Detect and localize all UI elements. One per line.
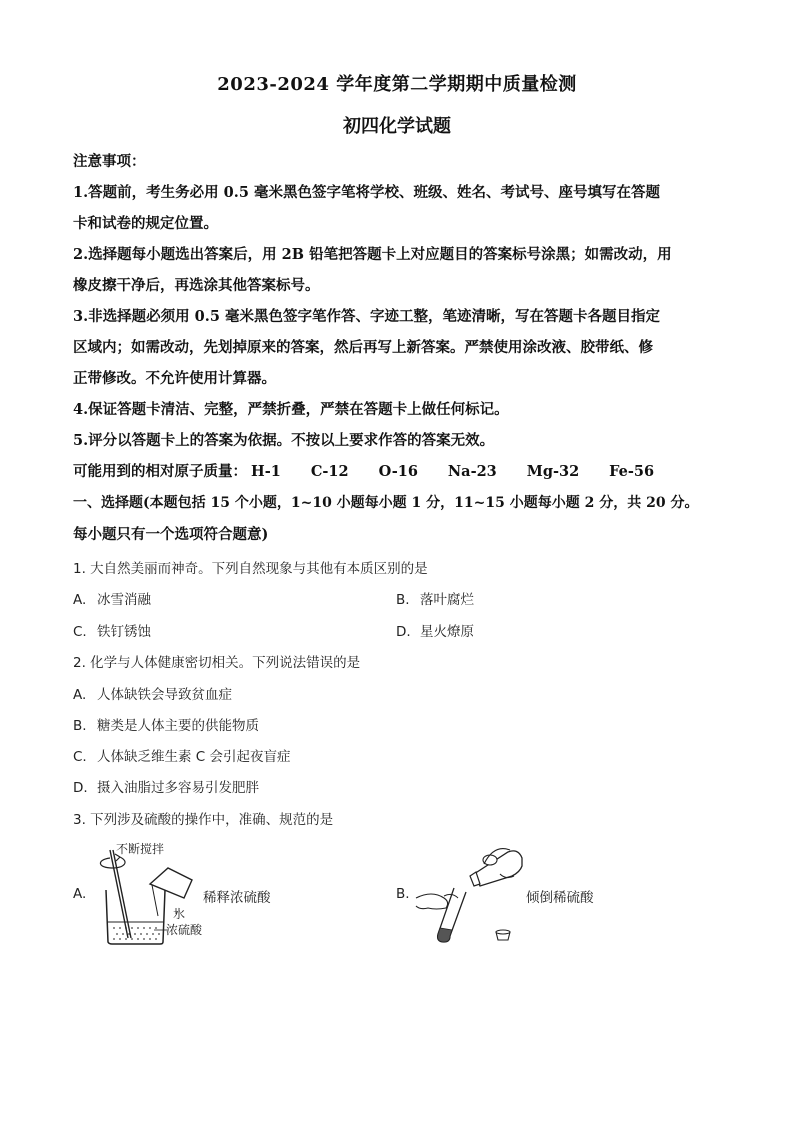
notice-item-2 bbox=[73, 239, 723, 301]
atomic-mass-c: C-12 bbox=[310, 463, 349, 480]
question-3-option-a-text: 稀释浓硫酸 bbox=[203, 890, 271, 906]
option-text: 糖类是人体主要的供能物质 bbox=[97, 718, 259, 734]
option-text: 人体缺乏维生素 C 会引起夜盲症 bbox=[97, 749, 291, 765]
section-1-line-2: 每小题只有一个选项符合题意) bbox=[73, 526, 269, 543]
label-keep-stirring: 不断搅拌 bbox=[116, 842, 165, 856]
option-letter: C. bbox=[73, 749, 87, 765]
option-text: 人体缺铁会导致贫血症 bbox=[97, 687, 232, 703]
option-letter: D. bbox=[396, 624, 411, 640]
option-letter: B. bbox=[73, 718, 87, 734]
notice-item-2-line-2: 橡皮擦干净后，再选涂其他答案标号。 bbox=[73, 277, 320, 294]
option-text: 落叶腐烂 bbox=[420, 592, 474, 608]
notice-item-5 bbox=[73, 425, 723, 456]
option-letter: B. bbox=[396, 592, 410, 608]
option-letter: A. bbox=[73, 592, 87, 608]
option-text: 摄入油脂过多容易引发肥胖 bbox=[97, 780, 259, 796]
atomic-mass-line bbox=[73, 456, 723, 487]
notice-item-5-line-1: 5.评分以答题卡上的答案为依据。不按以上要求作答的答案无效。 bbox=[73, 432, 495, 449]
question-1-option-a[interactable] bbox=[73, 588, 151, 608]
notice-item-3 bbox=[73, 301, 723, 394]
section-1-heading bbox=[73, 488, 733, 550]
notice-item-4 bbox=[73, 394, 723, 425]
atomic-mass-o: O-16 bbox=[378, 463, 418, 480]
notice-item-4-line-1: 4.保证答题卡清洁、完整，严禁折叠，严禁在答题卡上做任何标记。 bbox=[73, 401, 509, 418]
notice-item-3-line-1: 3.非选择题必须用 0.5 毫米黑色签字笔作答、字迹工整，笔迹清晰，写在答题卡各题目指定 bbox=[73, 308, 660, 325]
question-1-option-b[interactable] bbox=[396, 588, 474, 608]
option-text: 铁钉锈蚀 bbox=[97, 624, 151, 640]
question-2-option-c[interactable] bbox=[73, 745, 291, 765]
question-1-option-c[interactable] bbox=[73, 620, 151, 640]
notice-item-3-line-3: 正带修改。不允许使用计算器。 bbox=[73, 370, 276, 387]
question-3-option-b-letter[interactable]: B. bbox=[396, 886, 410, 902]
notice-item-1-line-2: 卡和试卷的规定位置。 bbox=[73, 215, 218, 232]
section-1-line-1: 一、选择题(本题包括 15 个小题，1~10 小题每小题 1 分，11~15 小题每小题 2 分，共 20 分。 bbox=[73, 495, 699, 511]
option-text: 星火燎原 bbox=[420, 624, 474, 640]
question-2-stem: 2. 化学与人体健康密切相关。下列说法错误的是 bbox=[73, 655, 361, 671]
beaker bbox=[106, 890, 165, 944]
exam-subtitle: 初四化学试题 bbox=[343, 116, 451, 137]
exam-title: 2023-2024 学年度第二学期期中质量检测 bbox=[217, 74, 577, 95]
question-3-stem: 3. 下列涉及硫酸的操作中，准确、规范的是 bbox=[73, 812, 334, 828]
notice-item-2-line-1: 2.选择题每小题选出答案后，用 2B 铅笔把答题卡上对应题目的答案标号涂黑；如需改动，用 bbox=[73, 246, 672, 263]
notice-heading: 注意事项： bbox=[73, 153, 146, 170]
atomic-mass-mg: Mg-32 bbox=[526, 463, 580, 480]
pouring-test-tube-figure bbox=[414, 836, 526, 946]
atomic-mass-na: Na-23 bbox=[447, 463, 497, 480]
atomic-mass-h: H-1 bbox=[251, 463, 281, 480]
question-3-option-b-text: 倾倒稀硫酸 bbox=[526, 890, 594, 906]
question-1-stem: 1. 大自然美丽而神奇。下列自然现象与其他有本质区别的是 bbox=[73, 561, 428, 577]
question-1-option-d[interactable] bbox=[396, 620, 474, 640]
option-letter: C. bbox=[73, 624, 87, 640]
notice-item-1 bbox=[73, 177, 723, 239]
notice-item-3-line-2: 区域内；如需改动，先划掉原来的答案，然后再写上新答案。严禁使用涂改液、胶带纸、修 bbox=[73, 339, 653, 356]
question-2-option-b[interactable] bbox=[73, 714, 259, 734]
question-2-option-d[interactable] bbox=[73, 776, 259, 796]
pouring-beaker bbox=[150, 868, 192, 898]
hand bbox=[416, 894, 448, 909]
option-letter: D. bbox=[73, 780, 88, 796]
atomic-mass-fe: Fe-56 bbox=[609, 463, 655, 480]
atomic-mass-label: 可能用到的相对原子质量： bbox=[73, 463, 247, 480]
label-water: 水 bbox=[173, 907, 186, 921]
option-text: 冰雪消融 bbox=[97, 592, 151, 608]
label-concentrated-acid: 浓硫酸 bbox=[166, 923, 203, 937]
question-2-option-a[interactable] bbox=[73, 683, 232, 703]
notice-item-1-line-1: 1.答题前，考生务必用 0.5 毫米黑色签字笔将学校、班级、姓名、考试号、座号填写在答题 bbox=[73, 184, 660, 201]
option-letter: A. bbox=[73, 687, 87, 703]
reagent-bottle bbox=[474, 851, 522, 886]
question-3-option-a-letter[interactable]: A. bbox=[73, 886, 87, 902]
